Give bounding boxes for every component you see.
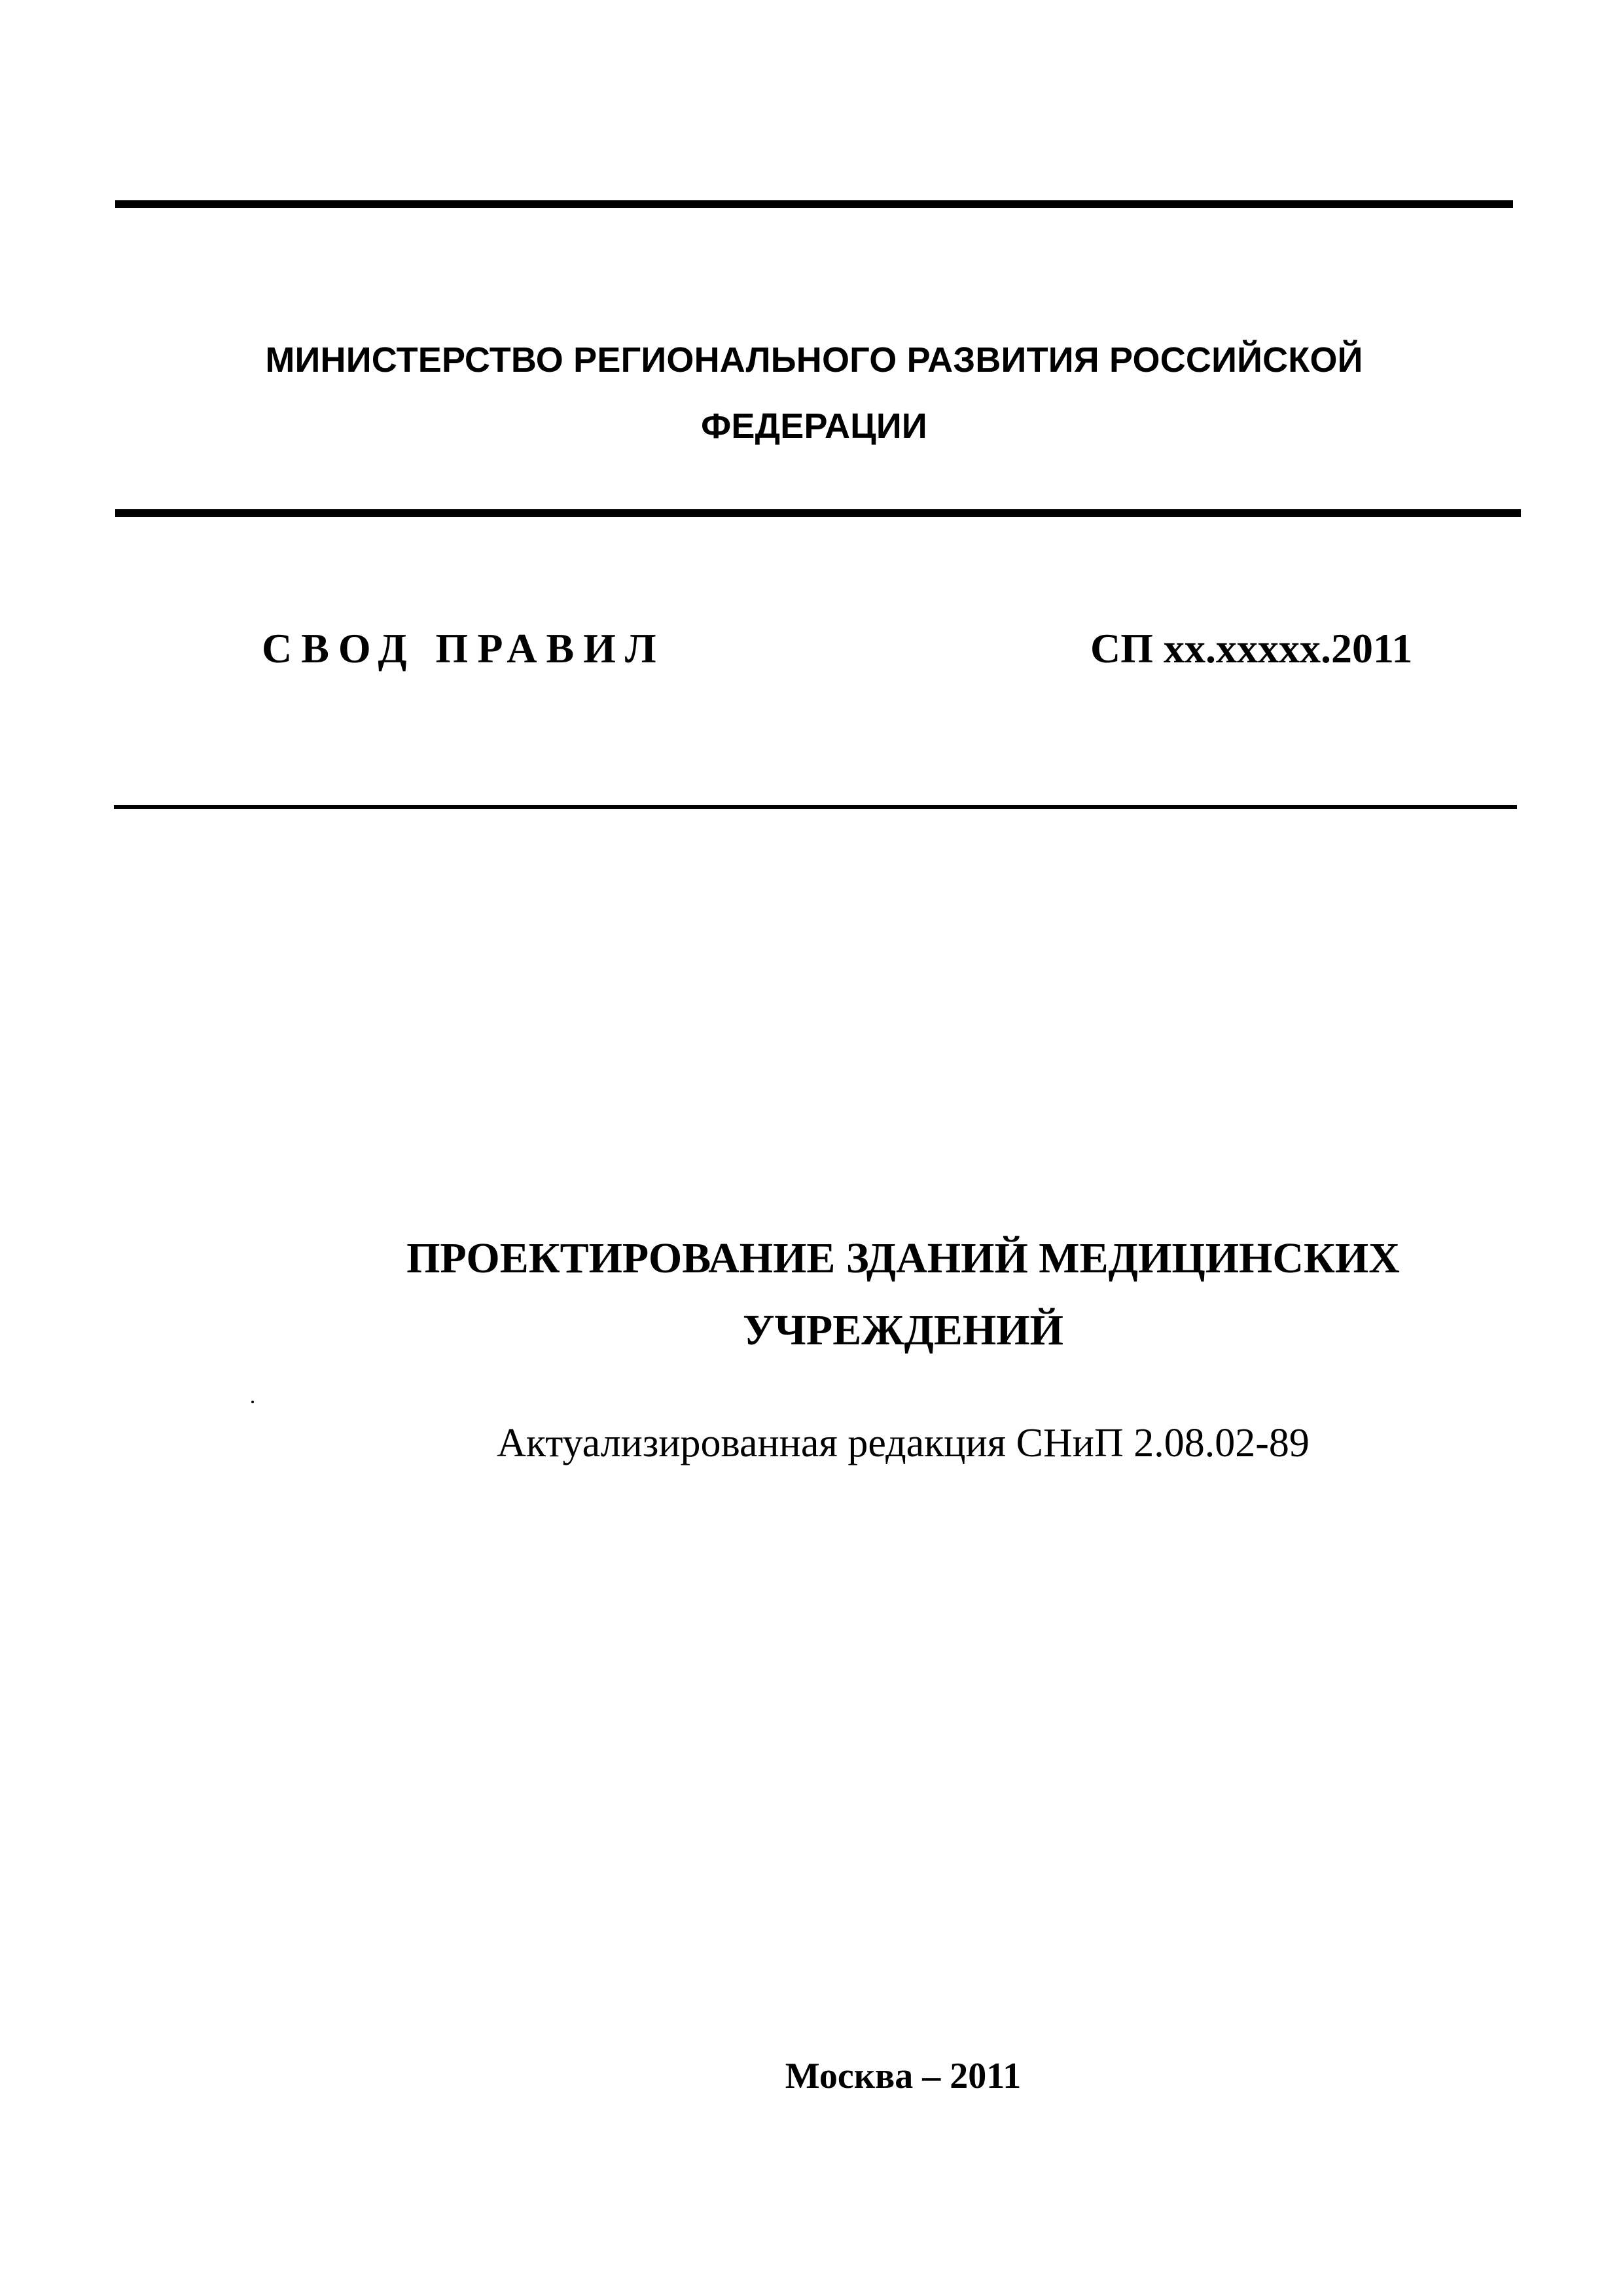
top-divider xyxy=(115,200,1513,208)
ministry-line-2: ФЕДЕРАЦИИ xyxy=(701,406,927,446)
title-line-2: УЧРЕЖДЕНИЙ xyxy=(743,1306,1063,1354)
place-and-year: Москва – 2011 xyxy=(785,2056,1022,2096)
document-subtitle: Актуализированная редакция СНиП 2.08.02-89 xyxy=(497,1421,1310,1465)
document-number: СП xx.xxxxx.2011 xyxy=(1090,625,1413,672)
bottom-divider xyxy=(114,805,1517,809)
ministry-line-1: МИНИСТЕРСТВО РЕГИОНАЛЬНОГО РАЗВИТИЯ РОССИЙСКОЙ xyxy=(265,340,1363,380)
code-of-rules-label: СВОД ПРАВИЛ xyxy=(262,625,666,672)
stray-dot xyxy=(251,1401,254,1403)
ministry-heading xyxy=(115,327,1513,459)
title-line-1: ПРОЕКТИРОВАНИЕ ЗДАНИЙ МЕДИЦИНСКИХ xyxy=(406,1234,1400,1282)
middle-divider xyxy=(115,509,1521,517)
document-title xyxy=(262,1223,1544,1367)
